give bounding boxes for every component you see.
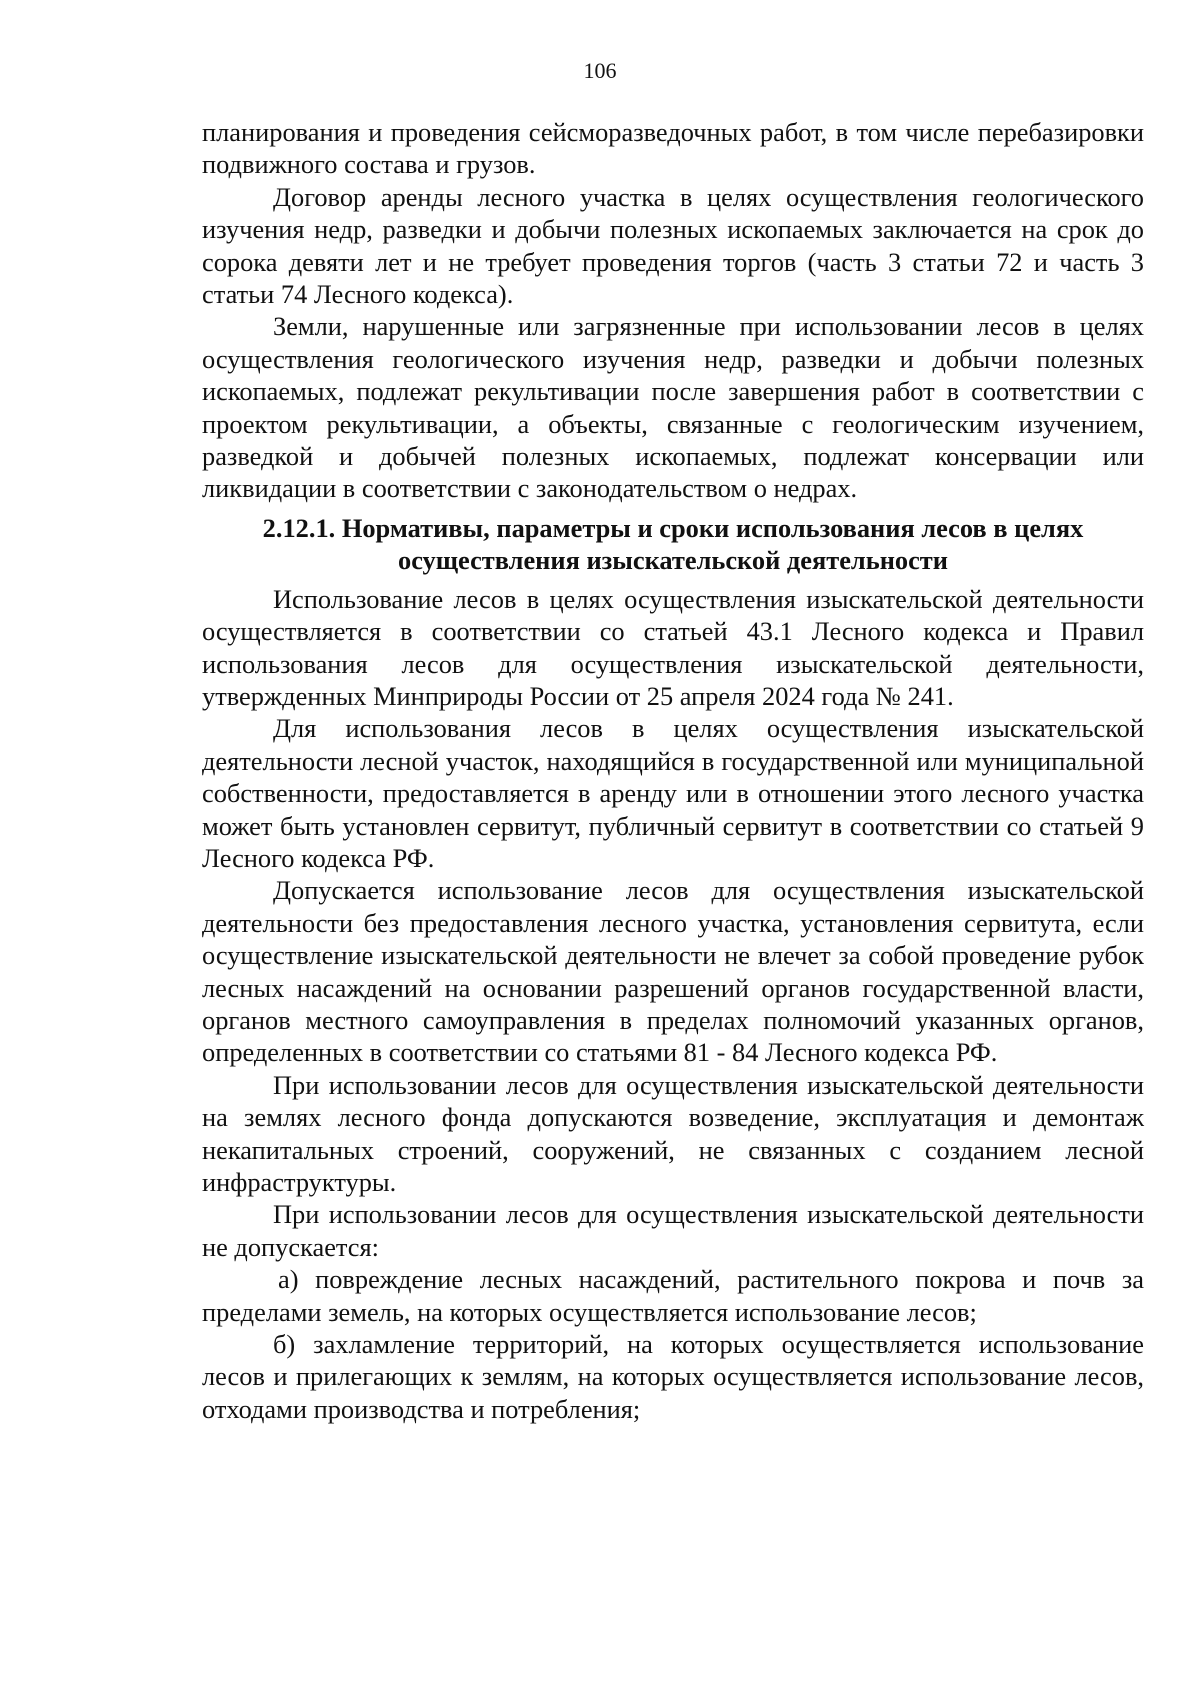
section-heading-line-2: осуществления изыскательской деятельности xyxy=(398,545,948,576)
paragraph-lease-or-servitude: Для использования лесов в целях осуществления изыскательской деятельности лесной участок, находящийся в государственной или муниципальной собственности, предоставляется в аренду или в отношении этого лесного участка может быть установлен сервитут, публичный сервитут в соответствии со статьей 9 Лесного кодекса РФ. xyxy=(202,713,1144,873)
document-body xyxy=(202,116,1144,1425)
section-heading xyxy=(202,512,1144,577)
list-item-a: а) повреждение лесных насаждений, растительного покрова и почв за пределами земель, на которых осуществляется использование лесов; xyxy=(202,1264,1144,1327)
paragraph-lease-contract: Договор аренды лесного участка в целях осуществления геологического изучения недр, разведки и добычи полезных ископаемых заключается на срок до сорока девяти лет и не требует проведения торгов (часть 3 статьи 72 и часть 3 статьи 74 Лесного кодекса). xyxy=(202,181,1144,310)
paragraph-use-of-forests: Использование лесов в целях осуществления изыскательской деятельности осуществляется в соответствии со статьей 43.1 Лесного кодекса и Правил использования лесов для осуществления изыскательской деятельности, утвержденных Минприроды России от 25 апреля 2024 года № 241. xyxy=(202,583,1144,711)
paragraph-continuation: планирования и проведения сейсморазведочных работ, в том числе перебазировки подвижного состава и грузов. xyxy=(202,117,1144,180)
paragraph-disturbed-lands: Земли, нарушенные или загрязненные при использовании лесов в целях осуществления геологического изучения недр, разведки и добычи полезных ископаемых, подлежат рекультивации после завершения работ в соответствии с проектом рекультивации, а объекты, связанные с геологическим изучением, разведкой и добычей полезных ископаемых, подлежат консервации или ликвидации в соответствии с законодательством о недрах. xyxy=(202,311,1144,504)
page-number: 106 xyxy=(583,58,617,83)
paragraph-temporary-structures: При использовании лесов для осуществления изыскательской деятельности на землях лесного фонда допускаются возведение, эксплуатация и демонтаж некапитальных строений, сооружений, не связанных с созданием лесной инфраструктуры. xyxy=(202,1069,1144,1197)
paragraph-permitted-use: Допускается использование лесов для осуществления изыскательской деятельности без предоставления лесного участка, установления сервитута, если осуществление изыскательской деятельности не влечет за собой проведение рубок лесных насаждений на основании разрешений органов государственной власти, органов местного самоуправления в пределах полномочий указанных органов, определенных в соответствии со статьями 81 - 84 Лесного кодекса РФ. xyxy=(202,875,1144,1068)
section-heading-line-1: 2.12.1. Нормативы, параметры и сроки использования лесов в целях xyxy=(262,512,1084,543)
list-item-b: б) захламление территорий, на которых осуществляется использование лесов и прилегающих к землям, на которых осуществляется использование лесов, отходами производства и потребления; xyxy=(202,1329,1144,1424)
paragraph-not-allowed-intro: При использовании лесов для осуществления изыскательской деятельности не допускается: xyxy=(202,1199,1144,1262)
